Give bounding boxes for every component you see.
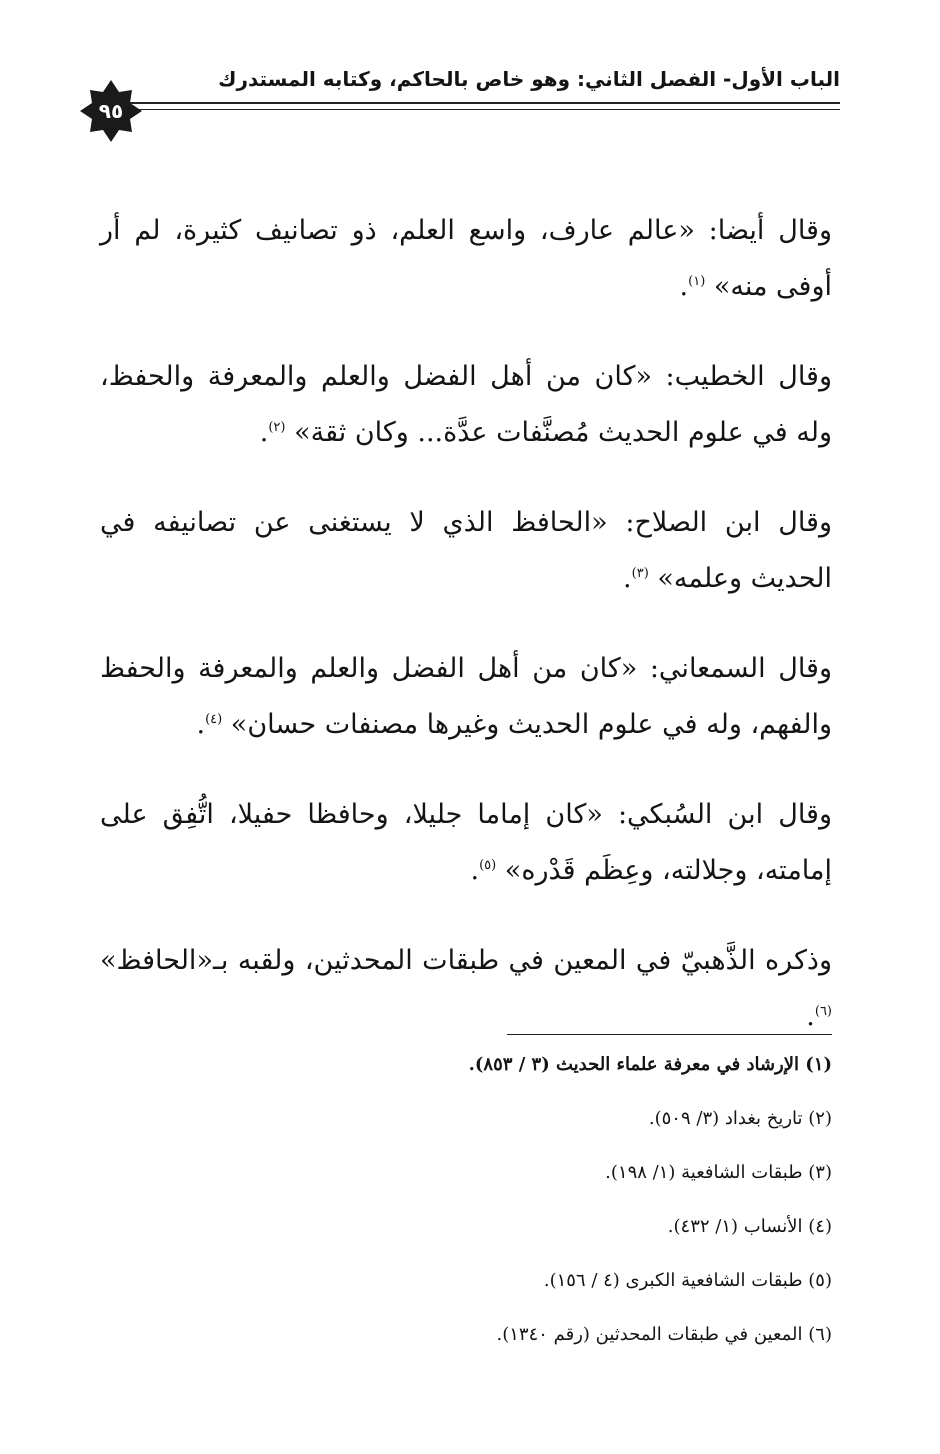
paragraph — [100, 641, 832, 753]
footnote: (١) الإرشاد في معرفة علماء الحديث (٣ / ٨٥٣). — [468, 1054, 832, 1075]
footnote-reference: (٢) — [268, 420, 286, 435]
footnote-separator — [507, 1034, 832, 1035]
paragraph — [100, 203, 832, 315]
paragraph — [100, 933, 832, 1045]
footnote-reference: (١) — [688, 274, 706, 289]
paragraph — [100, 495, 832, 607]
body-text — [100, 203, 832, 1079]
paragraph-text: وقال ابن الصلاح: «الحافظ الذي لا يستغنى عن تصانيفه في الحديث وعلمه» — [100, 507, 832, 594]
footnote-reference: (٣) — [631, 566, 649, 581]
paragraph — [100, 787, 832, 899]
header-title: الباب الأول- الفصل الثاني: وهو خاص بالحاكم، وكتابه المستدرك — [218, 67, 840, 91]
footnotes — [100, 1050, 832, 1374]
footnote: (٣) طبقات الشافعية (١/ ١٩٨). — [605, 1162, 832, 1183]
header-rule — [105, 102, 840, 110]
paragraph-end: . — [623, 563, 632, 594]
paragraph-text: وقال السمعاني: «كان من أهل الفضل والعلم والمعرفة والحفظ والفهم، وله في علوم الحديث وغيرها مصنفات حسان» — [100, 653, 832, 740]
paragraph-end: . — [806, 1001, 815, 1032]
footnote-reference: (٦) — [814, 1004, 832, 1019]
paragraph-text: وقال أيضا: «عالم عارف، واسع العلم، ذو تصانيف كثيرة، لم أر أوفى منه» — [100, 215, 832, 302]
footnote: (٤) الأنساب (١/ ٤٣٢). — [667, 1216, 832, 1237]
paragraph — [100, 349, 832, 461]
footnote-reference: (٤) — [205, 712, 223, 727]
footnote: (٢) تاريخ بغداد (٣/ ٥٠٩). — [648, 1108, 832, 1129]
paragraph-end: . — [259, 417, 269, 448]
paragraph-end: . — [196, 709, 206, 740]
paragraph-text: وقال الخطيب: «كان من أهل الفضل والعلم والمعرفة والحفظ، وله في علوم الحديث مُصنَّفات عدَّة... وكان ثقة» — [100, 361, 832, 448]
page-number-badge — [80, 80, 142, 142]
paragraph-end: . — [470, 855, 480, 886]
running-header — [105, 64, 840, 114]
paragraph-text: وذكره الذَّهبيّ في المعين في طبقات المحدثين، ولقبه بـ«الحافظ» — [100, 945, 832, 976]
footnote: (٥) طبقات الشافعية الكبرى (٤ / ١٥٦). — [543, 1270, 832, 1291]
paragraph-text: وقال ابن السُبكي: «كان إماما جليلا، وحافظا حفيلا، اتُّفِق على إمامته، وجلالته، وعِظَم قَدْره» — [100, 799, 832, 886]
page-number: ٩٥ — [98, 99, 124, 123]
footnote-reference: (٥) — [479, 858, 497, 873]
paragraph-end: . — [679, 271, 689, 302]
footnote: (٦) المعين في طبقات المحدثين (رقم ١٣٤٠). — [496, 1324, 832, 1345]
